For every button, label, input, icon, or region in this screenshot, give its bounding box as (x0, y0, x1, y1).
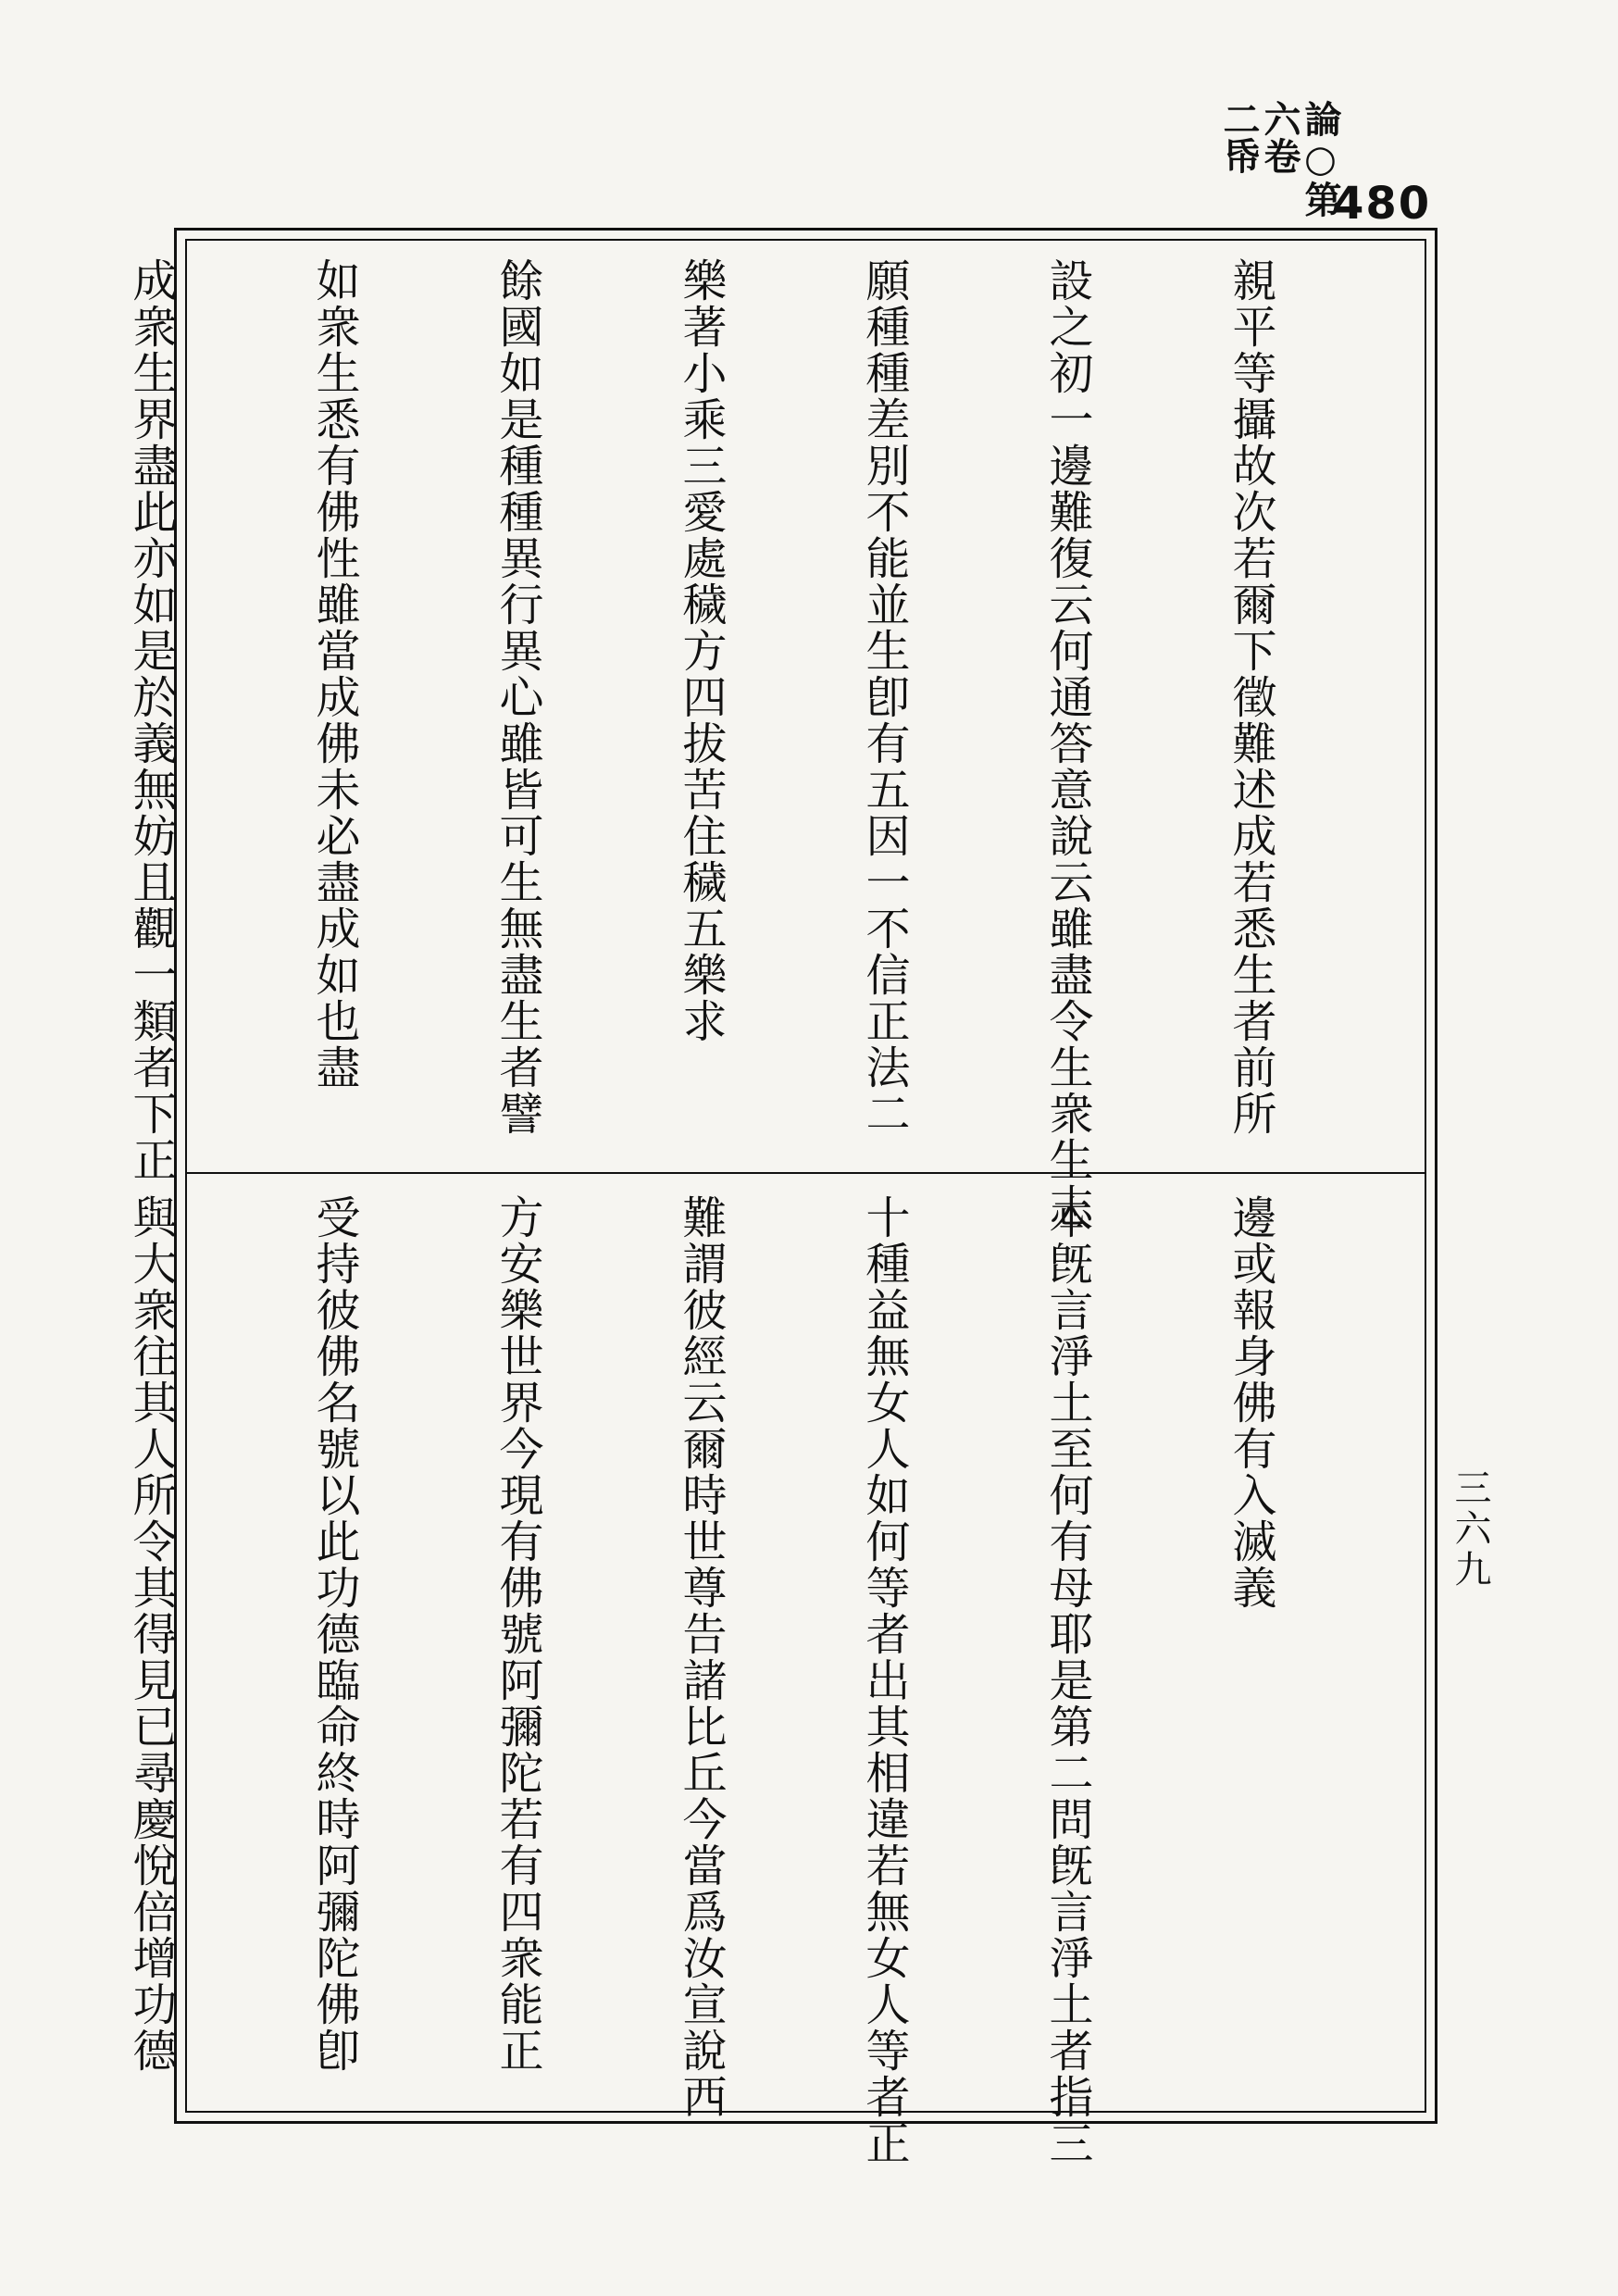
top-text-section (125, 257, 1403, 1229)
header-title-line2: 二帋 (1217, 100, 1261, 174)
text-column: 與大衆往其人所令其得見已尋慶悅倍增功德 (125, 1194, 177, 2074)
text-column: 受持彼佛名號以此功德臨命終時阿彌陀佛卽 (308, 1194, 360, 2074)
text-column: 方安樂世界今現有佛號阿彌陀若有四衆能正 (492, 1194, 543, 2074)
text-column: 如衆生悉有佛性雖當成佛未必盡成如也盡 (308, 257, 360, 1091)
text-column: 十種益無女人如何等者出其相違若無女人等者正 (858, 1194, 910, 2166)
text-column: 餘國如是種種異行異心雖皆可生無盡生者譬 (492, 257, 543, 1137)
side-page-number: 三六九 (1449, 1468, 1491, 1591)
text-column: 樂著小乘三愛處穢方四拔苦住穢五樂求 (675, 257, 727, 1044)
section-divider (185, 1172, 1426, 1174)
text-column: 願種種差別不能並生卽有五因一不信正法二 (858, 257, 910, 1137)
text-column: 成衆生界盡此亦如是於義無妨且觀一類者下正 (125, 257, 177, 1183)
header-page-number: 480 (1333, 178, 1432, 230)
header-title (1217, 100, 1342, 248)
text-column: 難謂彼經云爾時世尊告諸比丘今當爲汝宣說西 (675, 1194, 727, 2120)
text-column: 邊或報身佛有入滅義 (1225, 1194, 1276, 1611)
text-column: 本旣言淨土至何有母耶是第二問旣言淨土者指三 (1041, 1194, 1093, 2166)
header-title-line1: 論○第六卷 (1258, 100, 1342, 218)
bottom-text-section (125, 1194, 1403, 2166)
text-column: 親平等攝故次若爾下徵難述成若悉生者前所 (1225, 257, 1276, 1137)
text-column: 設之初一邊難復云何通答意說云雖盡令生衆生志 (1041, 257, 1093, 1229)
